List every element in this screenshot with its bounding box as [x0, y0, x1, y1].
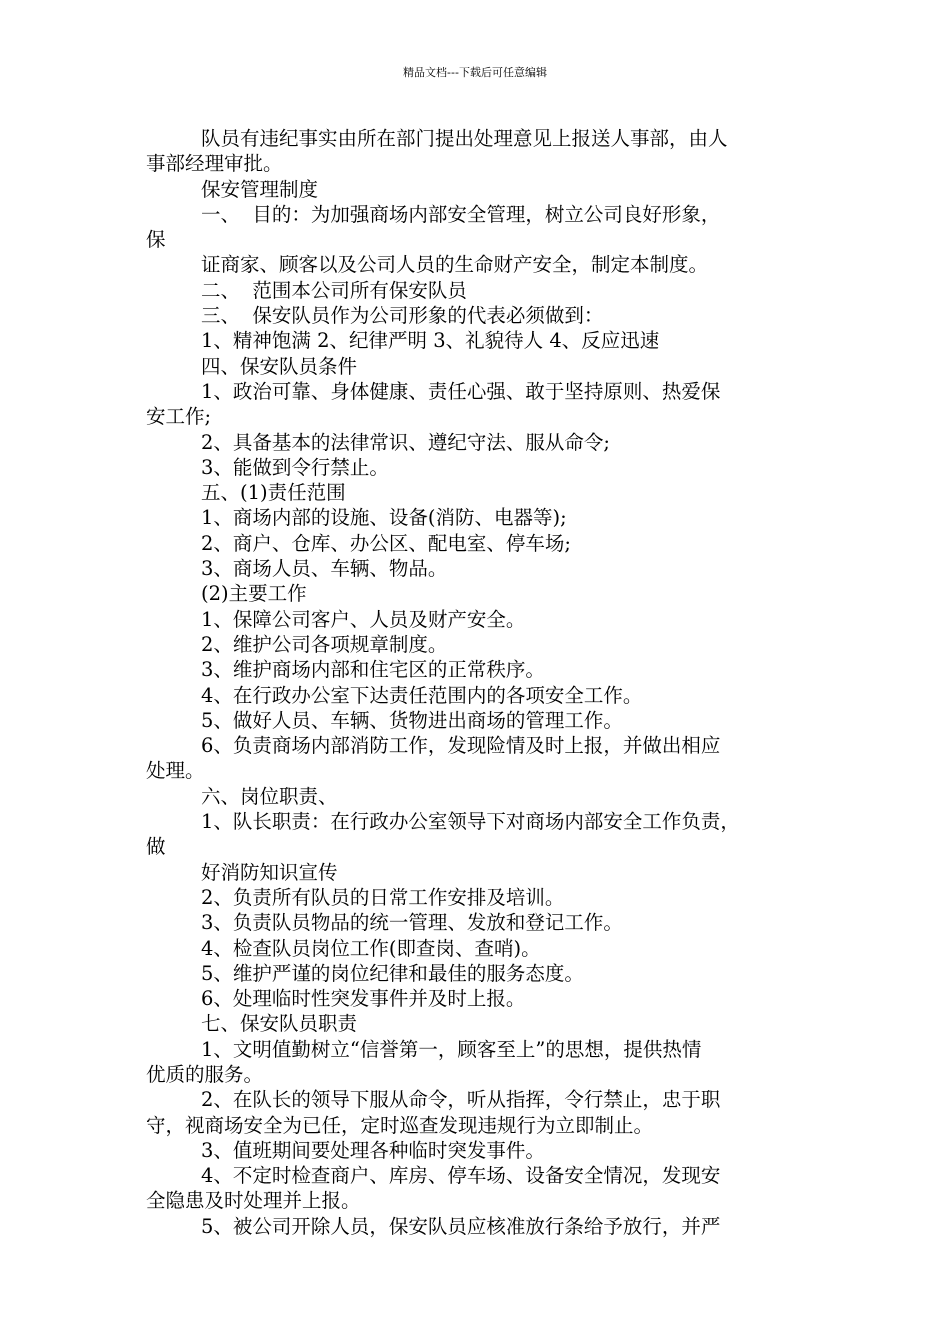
- text-line: 6、负责商场内部消防工作，发现险情及时上报，并做出相应: [201, 734, 721, 758]
- text-line: (2)主要工作: [201, 582, 307, 606]
- text-line: 七、保安队员职责: [201, 1012, 358, 1036]
- text-line: 四、保安队员条件: [201, 354, 358, 378]
- text-line: 2、具备基本的法律常识、遵纪守法、服从命令;: [201, 430, 610, 454]
- text-line: 六、岗位职责、: [201, 784, 338, 808]
- text-line: 全隐患及时处理并上报。: [146, 1189, 361, 1213]
- text-line: 做: [146, 835, 166, 859]
- text-line: 安工作;: [146, 405, 212, 429]
- text-line: 1、保障公司客户、人员及财产安全。: [201, 607, 526, 631]
- text-line: 3、负责队员物品的统一管理、发放和登记工作。: [201, 911, 623, 935]
- text-line: 4、在行政办公室下达责任范围内的各项安全工作。: [201, 683, 643, 707]
- text-line: 4、检查队员岗位工作(即查岗、查哨)。: [201, 936, 541, 960]
- text-line: 队员有违纪事实由所在部门提出处理意见上报送人事部，由人: [201, 127, 728, 150]
- text-line: 1、文明值勤树立“信誉第一，顾客至上”的思想，提供热情: [201, 1037, 702, 1061]
- text-line: 3、维护商场内部和住宅区的正常秩序。: [201, 658, 545, 682]
- text-line: 处理。: [146, 759, 205, 783]
- text-line: 6、处理临时性突发事件并及时上报。: [201, 987, 526, 1011]
- text-line: 3、能做到令行禁止。: [201, 455, 389, 479]
- text-line: 保: [146, 228, 166, 252]
- text-line: 3、商场人员、车辆、物品。: [201, 557, 448, 581]
- text-line: 3、值班期间要处理各种临时突发事件。: [201, 1138, 545, 1162]
- text-line: 证商家、顾客以及公司人员的生命财产安全，制定本制度。: [201, 253, 709, 277]
- text-line: 2、维护公司各项规章制度。: [201, 632, 448, 656]
- text-line: 5、做好人员、车辆、货物进出商场的管理工作。: [201, 708, 623, 732]
- text-line: 2、商户、仓库、办公区、配电室、停车场;: [201, 531, 571, 555]
- text-line: 守，视商场安全为已任，定时巡查发现违规行为立即制止。: [146, 1113, 654, 1137]
- text-line: 1、政治可靠、身体健康、责任心强、敢于坚持原则、热爱保: [201, 379, 721, 403]
- text-line: 好消防知识宣传: [201, 860, 338, 884]
- text-line: 一、 目的：为加强商场内部安全管理，树立公司良好形象，: [201, 202, 721, 226]
- text-line: 二、 范围本公司所有保安队员: [201, 278, 467, 302]
- text-line: 2、负责所有队员的日常工作安排及培训。: [201, 885, 565, 909]
- document-body: [146, 126, 812, 1239]
- text-line: 事部经理审批。: [146, 152, 283, 176]
- text-line: 4、不定时检查商户、库房、停车场、设备安全情况，发现安: [201, 1164, 721, 1188]
- page-header: 精品文档---下载后可任意编辑: [403, 66, 547, 79]
- text-line: 2、在队长的领导下服从命令，听从指挥，令行禁止，忠于职: [201, 1088, 721, 1112]
- text-line: 保安管理制度: [201, 177, 319, 201]
- text-line: 5、被公司开除人员，保安队员应核准放行条给予放行，并严: [201, 1214, 721, 1238]
- text-line: 1、商场内部的设施、设备(消防、电器等);: [201, 506, 567, 530]
- text-line: 优质的服务。: [146, 1062, 264, 1086]
- text-line: 五、(1)责任范围: [201, 481, 346, 505]
- text-line: 1、队长职责：在行政办公室领导下对商场内部安全工作负责，: [201, 810, 740, 834]
- text-line: 1、精神饱满 2、纪律严明 3、礼貌待人 4、反应迅速: [201, 329, 660, 353]
- text-line: 三、 保安队员作为公司形象的代表必须做到：: [201, 304, 604, 328]
- text-line: 5、维护严谨的岗位纪律和最佳的服务态度。: [201, 961, 584, 985]
